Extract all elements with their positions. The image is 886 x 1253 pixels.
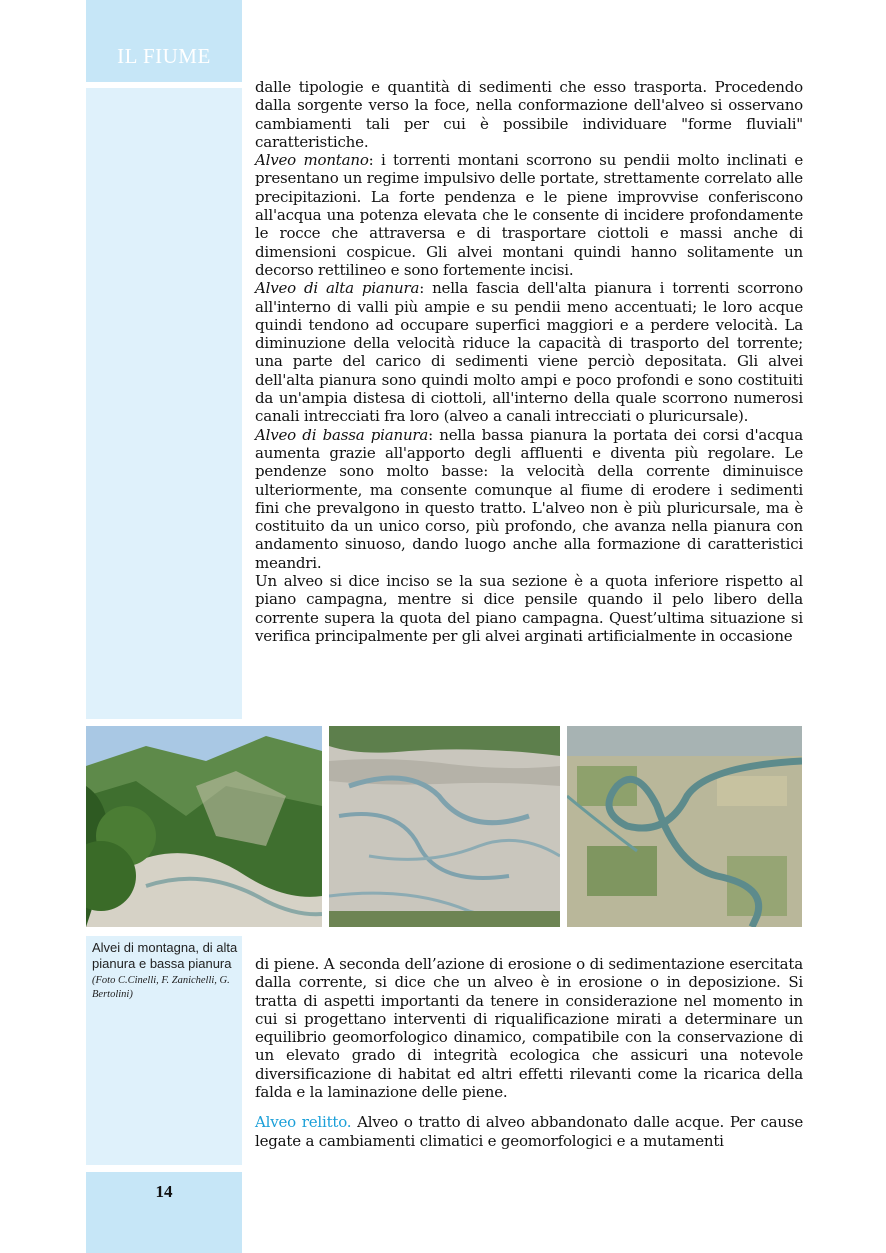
- caption-text: Alvei di montagna, di alta pianura e bassa pianura: [92, 940, 238, 971]
- page-number: 14: [155, 1182, 173, 1201]
- text-bassa-pianura: : nella bassa pianura la portata dei corsi d'acqua aumenta grazie all'apporto degli affluenti e diventa più regolare. Le pendenze sono molto basse: la velocità della corrente diminuisce ulteriormente, ma consente comunque al fiume di erodere i sedimenti fini che prevalgono in questo tratto. L'alveo non è più pluricursale, ma è costituito da un unico corso, più profondo, che avanza nella pianura con andamento sinuoso, dando luogo anche alla formazione di caratteristici meandri.: [255, 425, 803, 572]
- paragraph-bassa-pianura: [255, 426, 803, 572]
- paragraph-alveo-montano: [255, 151, 803, 279]
- chapter-title: IL FIUME: [117, 44, 211, 68]
- lower-text-column: [255, 955, 803, 1150]
- term-bassa-pianura: Alveo di bassa pianura: [255, 425, 429, 444]
- footer-band: [86, 1172, 242, 1253]
- photo-caption: [92, 940, 242, 1002]
- braided-river-photo: [329, 726, 560, 927]
- header-band: [86, 0, 242, 82]
- text-alta-pianura: : nella fascia dell'alta pianura i torrenti scorrono all'interno di valli più ampie e su pendii meno accentuati; le loro acque quindi tendono ad occupare superfici maggiori e a perdere velocità. La diminuzione della velocità riduce la capacità di trasporto del torrente; una parte del carico di sedimenti viene perciò depositata. Gli alvei dell'alta pianura sono quindi molto ampi e poco profondi e sono costituiti da un'ampia distesa di ciottoli, all'interno della quale scorrono numerosi canali intrecciati fra loro (alveo a canali intrecciati o pluricursale).: [255, 279, 803, 426]
- upper-text-column: [255, 78, 803, 645]
- paragraph-intro: dalle tipologie e quantità di sedimenti che esso trasporta. Procedendo dalla sorgente verso la foce, nella conformazione dell'alveo si osservano cambiamenti tali per cui è possibile individuare "forme fluviali" caratteristiche.: [255, 78, 803, 151]
- text-alveo-montano: : i torrenti montani scorrono su pendii molto inclinati e presentano un regime impulsivo delle portate, strettamente correlato alle precipitazioni. La forte pendenza e le piene improvvise conferiscono all'acqua una potenza elevata che le consente di incidere profondamente le rocce che attraversa e di trasportare ciottoli e massi anche di dimensioni cospicue. Gli alvei montani quindi hanno solitamente un decorso rettilineo e sono fortemente incisi.: [255, 151, 803, 279]
- paragraph-alveo-relitto: [255, 1113, 803, 1150]
- sidebar-panel-upper: [86, 88, 242, 719]
- paragraph-alta-pianura: [255, 279, 803, 425]
- paragraph-erosione: di piene. A seconda dell’azione di erosione o di sedimentazione esercitata dalla corrente, si dice che un alveo è in erosione o in deposizione. Si tratta di aspetti importanti da tenere in considerazione nel momento in cui si progettano interventi di riqualificazione mirati a determinare un equilibrio geomorfologico dinamico, compatibile con la conservazione di un elevato grado di integrità ecologica che assicuri una notevole diversificazione di habitat ed altri effetti rilevanti come la ricarica della falda e la laminazione delle piene.: [255, 955, 803, 1102]
- meandering-river-photo: [567, 726, 802, 927]
- caption-credit: (Foto C.Cinelli, F. Zanichelli, G. Bertolini): [92, 975, 230, 1000]
- mountain-river-photo: [86, 726, 322, 927]
- term-alveo-relitto: Alveo relitto.: [255, 1113, 352, 1132]
- text-alveo-relitto: Alveo o tratto di alveo abbandonato dalle acque. Per cause legate a cambiamenti climatici e geomorfologici e a mutamenti: [255, 1113, 803, 1150]
- term-alveo-montano: Alveo montano: [255, 151, 369, 170]
- term-alta-pianura: Alveo di alta pianura: [255, 279, 420, 298]
- paragraph-inciso-pensile: Un alveo si dice inciso se la sua sezione è a quota inferiore rispetto al piano campagna, mentre si dice pensile quando il pelo libero della corrente supera la quota del piano campagna. Quest’ultima situazione si verifica principalmente per gli alvei arginati artificialmente in occasione: [255, 572, 803, 645]
